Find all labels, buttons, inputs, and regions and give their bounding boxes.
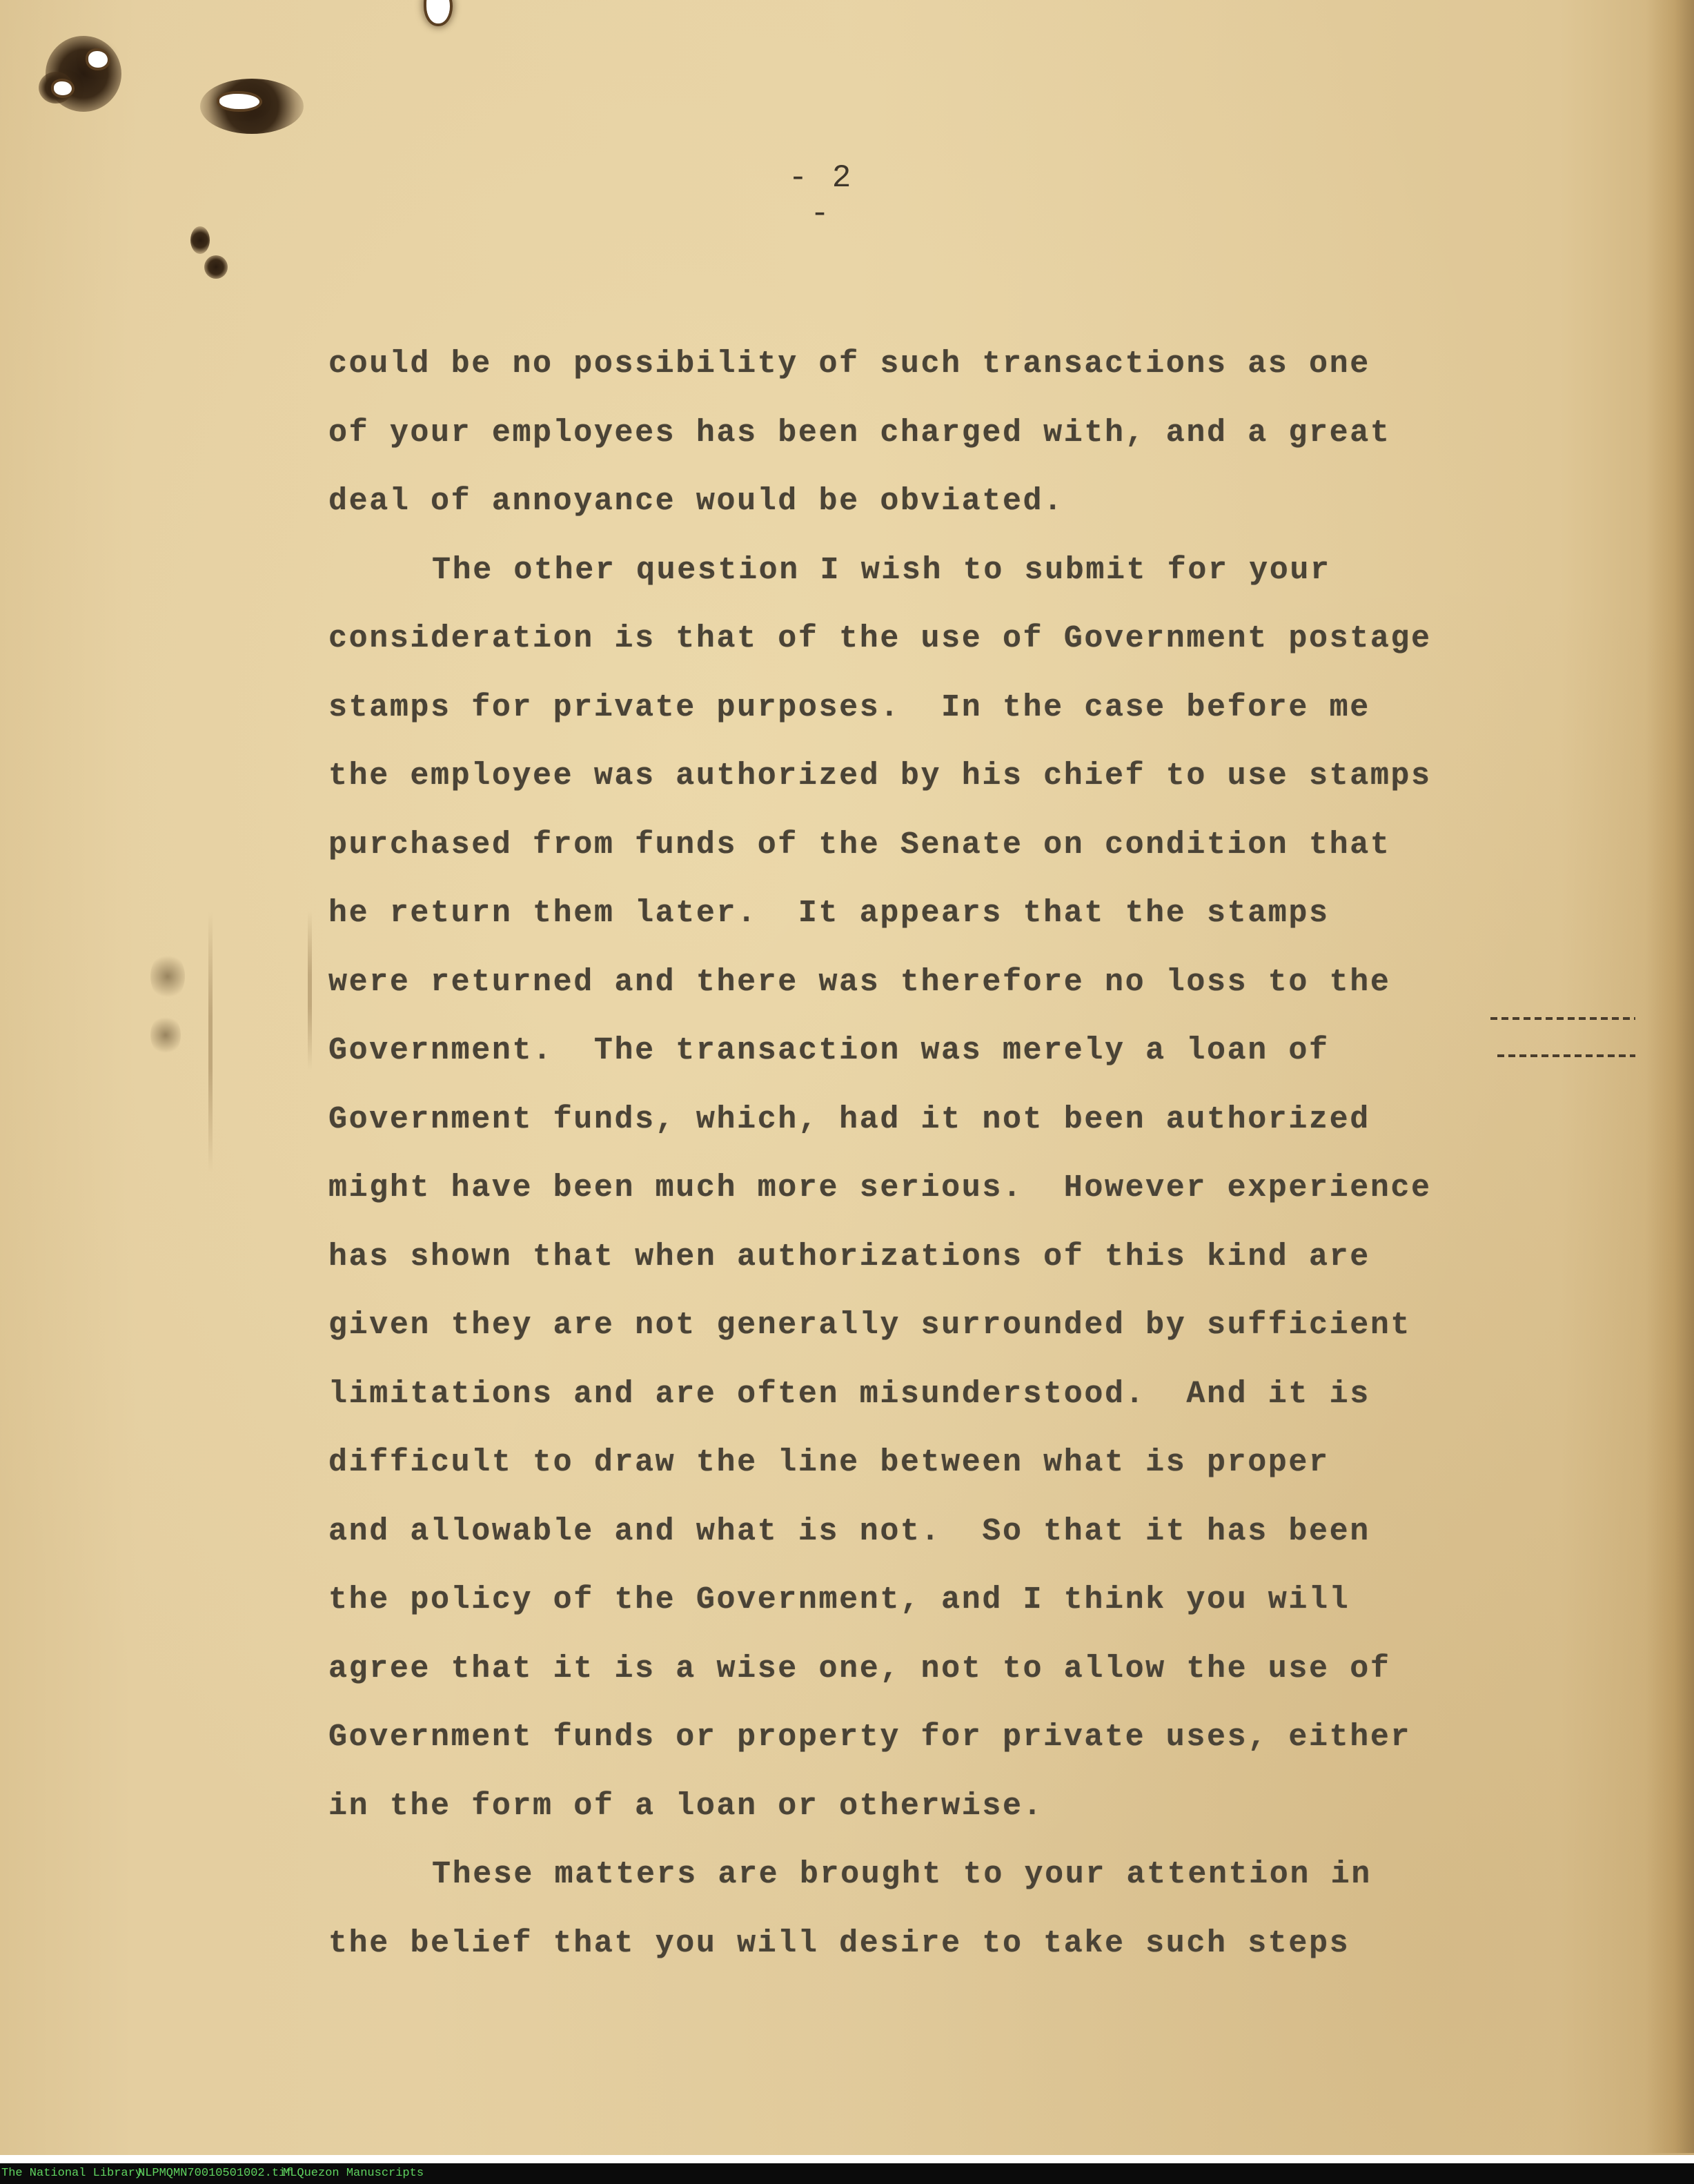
text-line: limitations and are often misunderstood. And it is: [328, 1376, 1370, 1412]
text-line: the belief that you will desire to take such steps: [328, 1925, 1350, 1961]
letter-body: [328, 330, 1515, 1978]
paper-edge-shadow: [1646, 0, 1694, 2153]
text-line: the employee was authorized by his chief to use stamps: [328, 758, 1432, 794]
footer-collection: MLQuezon Manuscripts: [283, 2167, 424, 2180]
margin-mark: [1497, 1054, 1635, 1057]
text-line: purchased from funds of the Senate on condition that: [328, 827, 1391, 863]
burn-hole: [219, 94, 259, 109]
text-line: These matters are brought to your attention in: [432, 1857, 1372, 1892]
text-line: deal of annoyance would be obviated.: [328, 484, 1064, 519]
fold-line: [208, 911, 213, 1173]
text-line: of your employees has been charged with, and a great: [328, 415, 1391, 451]
burn-hole: [88, 51, 108, 68]
footer-filename: NLPMQMN70010501002.tif: [138, 2167, 293, 2180]
text-line: The other question I wish to submit for your: [432, 552, 1331, 588]
text-line: and allowable and what is not. So that it has been: [328, 1513, 1370, 1549]
text-line: Government funds or property for private uses, either: [328, 1720, 1412, 1755]
text-line: could be no possibility of such transactions as one: [328, 346, 1370, 382]
text-line: might have been much more serious. However experience: [328, 1170, 1432, 1206]
text-line: stamps for private purposes. In the case before me: [328, 689, 1370, 725]
text-line: were returned and there was therefore no loss to the: [328, 964, 1391, 1000]
ink-spot: [190, 226, 210, 254]
text-line: the policy of the Government, and I think you will: [328, 1582, 1350, 1617]
punch-hole: [426, 0, 450, 23]
text-line: he return them later. It appears that the stamps: [328, 896, 1330, 931]
text-line: difficult to draw the line between what is proper: [328, 1445, 1330, 1480]
footer-institution: The National Library: [1, 2167, 143, 2180]
burn-hole: [54, 81, 72, 95]
text-line: given they are not generally surrounded by sufficient: [328, 1308, 1412, 1343]
scan-footer: [0, 2155, 1694, 2184]
stain: [150, 1014, 181, 1056]
text-line: consideration is that of the use of Government postage: [328, 621, 1432, 656]
stain: [150, 952, 185, 1001]
ink-spot: [204, 255, 228, 279]
page-number: - 2 -: [788, 160, 854, 232]
text-line: Government funds, which, had it not been authorized: [328, 1101, 1370, 1137]
text-line: has shown that when authorizations of this kind are: [328, 1239, 1370, 1275]
fold-line: [308, 911, 312, 1070]
text-line: in the form of a loan or otherwise.: [328, 1788, 1044, 1824]
text-line: agree that it is a wise one, not to allow the use of: [328, 1651, 1391, 1686]
text-line: Government. The transaction was merely a loan of: [328, 1033, 1330, 1068]
